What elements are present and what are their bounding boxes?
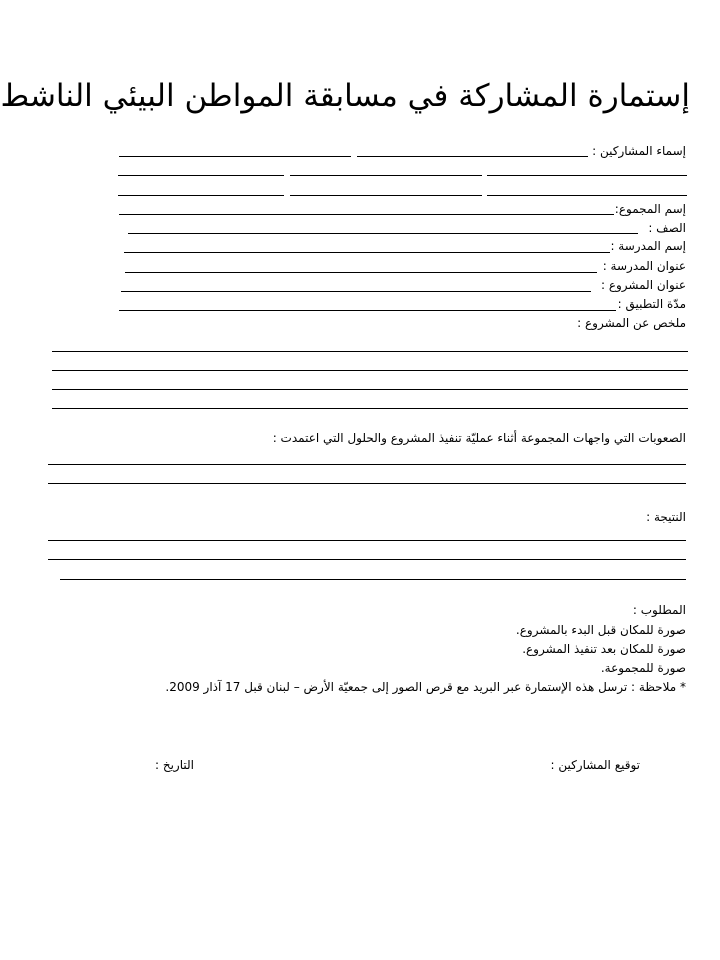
participant-name-line[interactable] (290, 175, 482, 176)
school-name-label: إسم المدرسة : (610, 239, 686, 253)
participant-name-line[interactable] (290, 195, 482, 196)
application-duration-line[interactable] (119, 310, 616, 311)
project-summary-line[interactable] (52, 408, 688, 409)
participant-name-line[interactable] (487, 175, 687, 176)
group-name-label: إسم المجموع: (614, 202, 686, 216)
difficulties-label: الصعوبات التي واجهات المجموعة أثناء عمليّة تنفيذ المشروع والحلول التي اعتمدت : (272, 431, 686, 445)
participant-name-line[interactable] (119, 156, 351, 157)
group-name-line[interactable] (119, 214, 614, 215)
result-label: النتيجة : (646, 510, 686, 524)
difficulties-line[interactable] (48, 464, 686, 465)
participant-name-line[interactable] (118, 175, 284, 176)
result-line[interactable] (48, 540, 686, 541)
school-address-label: عنوان المدرسة : (602, 259, 686, 273)
participants-label: إسماء المشاركين : (592, 144, 686, 158)
class-line[interactable] (128, 233, 638, 234)
project-summary-label: ملخص عن المشروع : (577, 316, 686, 330)
signature-label: توقيع المشاركين : (550, 758, 640, 772)
project-summary-line[interactable] (52, 389, 688, 390)
required-item: صورة للمكان بعد تنفيذ المشروع. (522, 642, 686, 656)
project-summary-line[interactable] (52, 370, 688, 371)
required-item: صورة للمجموعة. (600, 661, 686, 675)
form-title: إستمارة المشاركة في مسابقة المواطن البيئي الناشط (0, 78, 690, 114)
participant-name-line[interactable] (118, 195, 284, 196)
school-name-line[interactable] (124, 252, 610, 253)
application-duration-label: مدّة التطبيق : (617, 297, 686, 311)
result-line[interactable] (48, 559, 686, 560)
project-title-label: عنوان المشروع : (600, 278, 686, 292)
result-line[interactable] (60, 579, 686, 580)
required-item: صورة للمكان قبل البدء بالمشروع. (515, 623, 686, 637)
project-summary-line[interactable] (52, 351, 688, 352)
participant-name-line[interactable] (487, 195, 687, 196)
required-label: المطلوب : (632, 603, 686, 617)
school-address-line[interactable] (125, 272, 597, 273)
date-label: التاريخ : (154, 758, 194, 772)
participant-name-line[interactable] (357, 156, 588, 157)
project-title-line[interactable] (121, 291, 591, 292)
difficulties-line[interactable] (48, 483, 686, 484)
class-label: الصف : (648, 221, 686, 235)
note-text: * ملاحظة : ترسل هذه الإستمارة عبر البريد مع قرص الصور إلى جمعيّة الأرض – لبنان قبل 17 آذار 2009. (165, 680, 686, 694)
